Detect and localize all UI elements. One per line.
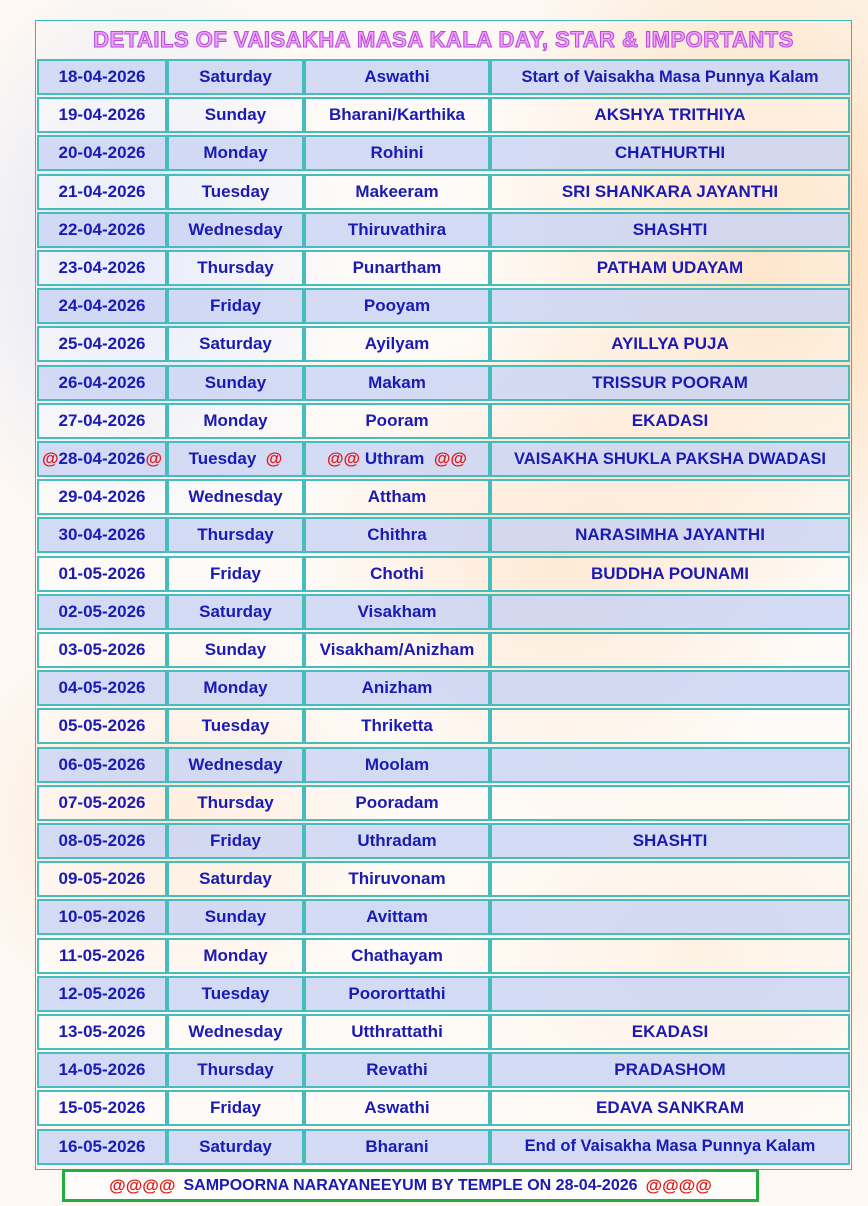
event-cell: SHASHTI bbox=[490, 823, 850, 859]
date-cell: 02-05-2026 bbox=[37, 594, 167, 630]
date-cell: 20-04-2026 bbox=[37, 135, 167, 171]
table-row bbox=[37, 708, 850, 744]
table-row bbox=[37, 517, 850, 553]
table-row bbox=[37, 326, 850, 362]
day-cell: Sunday bbox=[167, 365, 304, 401]
table-row bbox=[37, 441, 850, 477]
footer-banner bbox=[62, 1169, 759, 1202]
event-cell: EKADASI bbox=[490, 1014, 850, 1050]
date-cell: 08-05-2026 bbox=[37, 823, 167, 859]
star-cell: Revathi bbox=[304, 1052, 490, 1088]
star-cell: Pooradam bbox=[304, 785, 490, 821]
event-cell bbox=[490, 899, 850, 935]
table-row bbox=[37, 174, 850, 210]
table-row bbox=[37, 1090, 850, 1126]
table-row bbox=[37, 250, 850, 286]
table-row bbox=[37, 899, 850, 935]
event-cell: CHATHURTHI bbox=[490, 135, 850, 171]
table-row bbox=[37, 135, 850, 171]
star-text: Uthram bbox=[364, 449, 425, 468]
star-cell: Pooyam bbox=[304, 288, 490, 324]
mark-symbol: @ bbox=[265, 449, 283, 468]
event-cell: End of Vaisakha Masa Punnya Kalam bbox=[490, 1129, 850, 1165]
event-cell: SHASHTI bbox=[490, 212, 850, 248]
day-cell: Friday bbox=[167, 556, 304, 592]
star-cell: Attham bbox=[304, 479, 490, 515]
day-cell: Wednesday bbox=[167, 1014, 304, 1050]
star-cell: Bharani/Karthika bbox=[304, 97, 490, 133]
event-cell bbox=[490, 594, 850, 630]
day-text: Tuesday bbox=[188, 449, 257, 468]
star-cell bbox=[304, 441, 490, 477]
date-cell: 03-05-2026 bbox=[37, 632, 167, 668]
date-cell: 23-04-2026 bbox=[37, 250, 167, 286]
event-cell: EDAVA SANKRAM bbox=[490, 1090, 850, 1126]
event-cell: AYILLYA PUJA bbox=[490, 326, 850, 362]
day-cell: Monday bbox=[167, 938, 304, 974]
table-row bbox=[37, 212, 850, 248]
star-cell: Aswathi bbox=[304, 59, 490, 95]
star-cell: Bharani bbox=[304, 1129, 490, 1165]
star-cell: Chithra bbox=[304, 517, 490, 553]
star-cell: Thriketta bbox=[304, 708, 490, 744]
day-cell: Sunday bbox=[167, 632, 304, 668]
event-cell bbox=[490, 938, 850, 974]
mark-symbol: @@ bbox=[326, 449, 361, 468]
event-cell bbox=[490, 632, 850, 668]
event-cell bbox=[490, 785, 850, 821]
day-cell: Saturday bbox=[167, 1129, 304, 1165]
event-cell: EKADASI bbox=[490, 403, 850, 439]
event-cell bbox=[490, 288, 850, 324]
date-cell: 25-04-2026 bbox=[37, 326, 167, 362]
date-cell: 19-04-2026 bbox=[37, 97, 167, 133]
star-cell: Uthradam bbox=[304, 823, 490, 859]
day-cell: Monday bbox=[167, 670, 304, 706]
star-cell: Utthrattathi bbox=[304, 1014, 490, 1050]
day-cell: Friday bbox=[167, 288, 304, 324]
day-cell: Thursday bbox=[167, 785, 304, 821]
table-row bbox=[37, 59, 850, 95]
event-cell: TRISSUR POORAM bbox=[490, 365, 850, 401]
day-cell: Thursday bbox=[167, 250, 304, 286]
day-cell: Wednesday bbox=[167, 212, 304, 248]
table-row bbox=[37, 365, 850, 401]
event-cell bbox=[490, 976, 850, 1012]
event-cell: PATHAM UDAYAM bbox=[490, 250, 850, 286]
star-cell: Thiruvonam bbox=[304, 861, 490, 897]
date-cell: 12-05-2026 bbox=[37, 976, 167, 1012]
day-cell: Friday bbox=[167, 823, 304, 859]
day-cell: Wednesday bbox=[167, 747, 304, 783]
date-cell: 04-05-2026 bbox=[37, 670, 167, 706]
date-cell: 11-05-2026 bbox=[37, 938, 167, 974]
date-cell: 10-05-2026 bbox=[37, 899, 167, 935]
event-cell bbox=[490, 670, 850, 706]
table-row bbox=[37, 747, 850, 783]
table-row bbox=[37, 632, 850, 668]
table-row bbox=[37, 938, 850, 974]
star-cell: Rohini bbox=[304, 135, 490, 171]
table-row bbox=[37, 785, 850, 821]
date-text: 28-04-2026 bbox=[58, 449, 146, 468]
date-cell: 18-04-2026 bbox=[37, 59, 167, 95]
date-cell: 06-05-2026 bbox=[37, 747, 167, 783]
day-cell: Saturday bbox=[167, 326, 304, 362]
mark-symbol: @@ bbox=[433, 449, 467, 468]
star-cell: Pooram bbox=[304, 403, 490, 439]
event-cell bbox=[490, 747, 850, 783]
date-cell: 14-05-2026 bbox=[37, 1052, 167, 1088]
event-cell: NARASIMHA JAYANTHI bbox=[490, 517, 850, 553]
event-cell bbox=[490, 861, 850, 897]
star-cell: Avittam bbox=[304, 899, 490, 935]
date-cell: 16-05-2026 bbox=[37, 1129, 167, 1165]
event-cell bbox=[490, 479, 850, 515]
star-cell: Anizham bbox=[304, 670, 490, 706]
date-cell: 05-05-2026 bbox=[37, 708, 167, 744]
table-row bbox=[37, 823, 850, 859]
table-row bbox=[37, 97, 850, 133]
star-cell: Chathayam bbox=[304, 938, 490, 974]
day-cell: Sunday bbox=[167, 899, 304, 935]
table-row bbox=[37, 1052, 850, 1088]
date-cell: 30-04-2026 bbox=[37, 517, 167, 553]
star-cell: Makam bbox=[304, 365, 490, 401]
star-cell: Punartham bbox=[304, 250, 490, 286]
date-cell: 22-04-2026 bbox=[37, 212, 167, 248]
star-cell: Makeeram bbox=[304, 174, 490, 210]
date-cell: 01-05-2026 bbox=[37, 556, 167, 592]
table-row bbox=[37, 861, 850, 897]
table-row bbox=[37, 556, 850, 592]
date-cell: 13-05-2026 bbox=[37, 1014, 167, 1050]
event-cell: PRADASHOM bbox=[490, 1052, 850, 1088]
event-cell: Start of Vaisakha Masa Punnya Kalam bbox=[490, 59, 850, 95]
star-cell: Ayilyam bbox=[304, 326, 490, 362]
day-cell: Thursday bbox=[167, 1052, 304, 1088]
day-cell: Saturday bbox=[167, 861, 304, 897]
date-cell: 29-04-2026 bbox=[37, 479, 167, 515]
table-row bbox=[37, 976, 850, 1012]
event-cell: SRI SHANKARA JAYANTHI bbox=[490, 174, 850, 210]
table-row bbox=[37, 1014, 850, 1050]
date-cell: 21-04-2026 bbox=[37, 174, 167, 210]
day-cell: Saturday bbox=[167, 594, 304, 630]
date-cell: 09-05-2026 bbox=[37, 861, 167, 897]
date-cell bbox=[37, 441, 167, 477]
day-cell: Tuesday bbox=[167, 174, 304, 210]
star-cell: Visakham/Anizham bbox=[304, 632, 490, 668]
star-cell: Visakham bbox=[304, 594, 490, 630]
footer-mark-left: @@@@ bbox=[109, 1175, 176, 1195]
event-cell: AKSHYA TRITHIYA bbox=[490, 97, 850, 133]
date-cell: 15-05-2026 bbox=[37, 1090, 167, 1126]
footer-mark-right: @@@@ bbox=[645, 1175, 712, 1195]
day-cell bbox=[167, 441, 304, 477]
day-cell: Saturday bbox=[167, 59, 304, 95]
table-row bbox=[37, 288, 850, 324]
star-cell: Chothi bbox=[304, 556, 490, 592]
date-cell: 07-05-2026 bbox=[37, 785, 167, 821]
table-row bbox=[37, 670, 850, 706]
page-title: DETAILS OF VAISAKHA MASA KALA DAY, STAR & IMPORTANTS bbox=[93, 27, 794, 52]
day-cell: Friday bbox=[167, 1090, 304, 1126]
day-cell: Tuesday bbox=[167, 708, 304, 744]
table-row bbox=[37, 594, 850, 630]
footer-text: SAMPOORNA NARAYANEEYUM BY TEMPLE ON 28-04-2026 bbox=[183, 1176, 638, 1194]
date-cell: 26-04-2026 bbox=[37, 365, 167, 401]
day-cell: Monday bbox=[167, 403, 304, 439]
day-cell: Wednesday bbox=[167, 479, 304, 515]
date-cell: 24-04-2026 bbox=[37, 288, 167, 324]
day-cell: Thursday bbox=[167, 517, 304, 553]
star-cell: Moolam bbox=[304, 747, 490, 783]
star-cell: Thiruvathira bbox=[304, 212, 490, 248]
table-row bbox=[37, 1129, 850, 1165]
star-cell: Poororttathi bbox=[304, 976, 490, 1012]
event-cell: BUDDHA POUNAMI bbox=[490, 556, 850, 592]
day-cell: Monday bbox=[167, 135, 304, 171]
table-row bbox=[37, 403, 850, 439]
date-cell: 27-04-2026 bbox=[37, 403, 167, 439]
table-row bbox=[37, 479, 850, 515]
day-cell: Sunday bbox=[167, 97, 304, 133]
event-cell bbox=[490, 708, 850, 744]
mark-symbol: @ bbox=[145, 449, 163, 468]
day-cell: Tuesday bbox=[167, 976, 304, 1012]
star-cell: Aswathi bbox=[304, 1090, 490, 1126]
mark-symbol: @ bbox=[41, 449, 59, 468]
event-cell: VAISAKHA SHUKLA PAKSHA DWADASI bbox=[490, 441, 850, 477]
